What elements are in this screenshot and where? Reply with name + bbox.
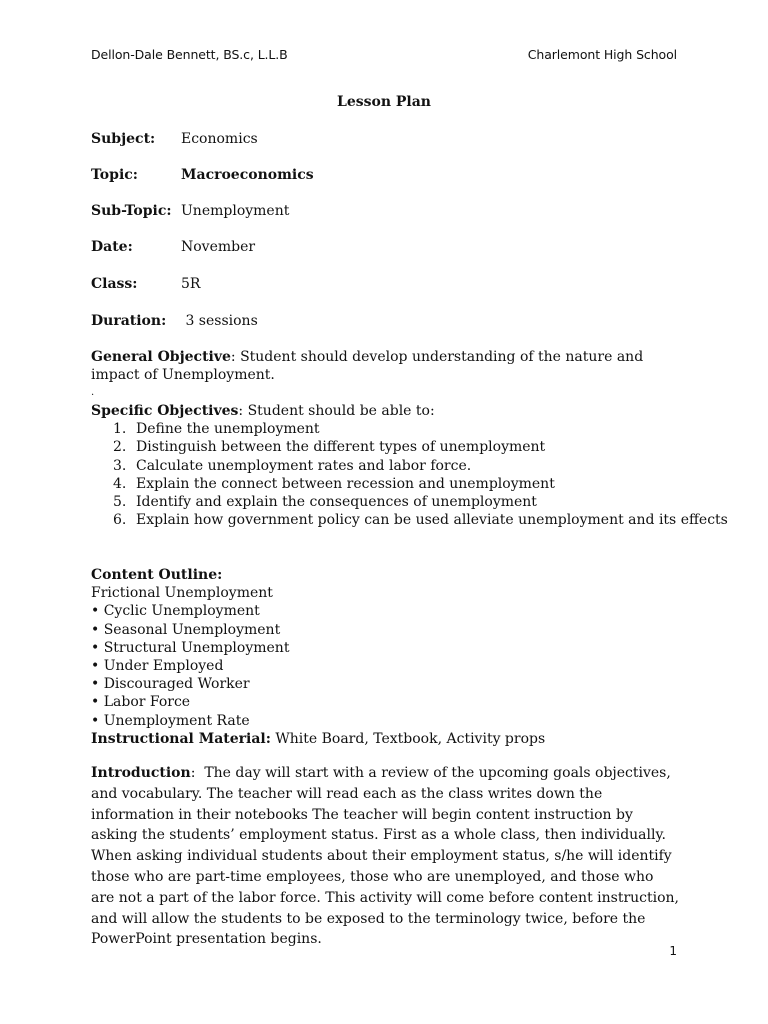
list-item-text: Explain how government policy can be used alleviate unemployment and its effects — [136, 512, 728, 529]
instructional-material — [91, 730, 691, 748]
specific-objectives-intro: : Student should be able to: — [238, 403, 435, 419]
list-item — [91, 475, 691, 493]
list-item — [91, 511, 728, 529]
specific-objectives-label: Specific Objectives — [91, 403, 239, 419]
list-item-text: Define the unemployment — [136, 421, 320, 438]
meta-subject-label: Subject: — [91, 131, 156, 147]
list-item — [91, 493, 691, 511]
list-item: • Unemployment Rate — [91, 712, 250, 729]
general-objective-text: : Student should develop understanding of the nature and impact of Unemployment. — [91, 349, 644, 384]
general-objective-label: General Objective — [91, 349, 231, 365]
list-item-text: Identify and explain the consequences of unemployment — [136, 494, 537, 511]
meta-subtopic-label: Sub-Topic: — [91, 203, 172, 219]
page-title: Lesson Plan — [336, 94, 431, 110]
instructional-material-label: Instructional Material: — [91, 730, 271, 747]
list-item-number: 2. — [113, 439, 127, 456]
list-item: • Labor Force — [91, 694, 191, 711]
meta-subject-value: Economics — [181, 131, 258, 147]
list-item-text: Explain the connect between recession and unemployment — [136, 475, 555, 492]
list-item-text: Distinguish between the different types of unemployment — [136, 439, 546, 456]
general-objective-trailing: . — [91, 387, 95, 399]
list-item-text: Calculate unemployment rates and labor force. — [136, 457, 472, 474]
meta-class-value: 5R — [181, 276, 201, 292]
list-item: • Cyclic Unemployment — [91, 603, 260, 620]
introduction — [91, 763, 684, 950]
meta-subtopic-value: Unemployment — [181, 203, 290, 219]
list-item-number: 3. — [113, 457, 127, 474]
list-item: • Discouraged Worker — [91, 676, 250, 693]
list-item: • Under Employed — [91, 658, 224, 675]
list-item-number: 6. — [113, 512, 127, 529]
meta-duration-label: Duration: — [91, 313, 167, 329]
content-outline-label: Content Outline: — [91, 567, 223, 583]
meta-date-label: Date: — [91, 239, 133, 255]
objectives-list — [91, 420, 728, 529]
list-item — [91, 457, 691, 475]
list-item-number: 1. — [113, 421, 127, 438]
content-outline — [91, 566, 691, 748]
list-item-number: 5. — [113, 494, 127, 511]
list-item — [91, 438, 691, 456]
meta-duration-value: 3 sessions — [181, 313, 258, 329]
header-school: Charlemont High School — [527, 47, 677, 62]
list-item: • Seasonal Unemployment — [91, 621, 281, 638]
page-number: 1 — [669, 944, 677, 958]
list-item: Frictional Unemployment — [91, 585, 273, 602]
header-author: Dellon-Dale Bennett, BS.c, L.L.B — [91, 47, 288, 62]
general-objective — [91, 348, 691, 402]
meta-date-value: November — [181, 239, 256, 255]
instructional-material-text: White Board, Textbook, Activity props — [270, 730, 546, 747]
list-item: • Structural Unemployment — [91, 639, 290, 656]
meta-topic-value: Macroeconomics — [181, 167, 314, 183]
specific-objectives — [91, 402, 728, 529]
meta-class-label: Class: — [91, 276, 138, 292]
introduction-label: Introduction — [91, 765, 191, 781]
introduction-text: : The day will start with a review of the upcoming goals objectives, and vocabulary. The teacher will read each as the class writes down the information in their notebooks The teacher will begin content instruction by asking the students’ employment status. First as a whole class, then individually. When asking individual students about their employment status, s/he will identify those who are part-time employees, those who are unemployed, and those who are not a part of the labor force. This activity will come before content instruction, and will allow the students to be exposed to the terminology twice, before the PowerPoint presentation begins. — [91, 765, 684, 948]
list-item-number: 4. — [113, 475, 127, 492]
list-item — [91, 420, 691, 438]
meta-topic-label: Topic: — [91, 167, 138, 183]
